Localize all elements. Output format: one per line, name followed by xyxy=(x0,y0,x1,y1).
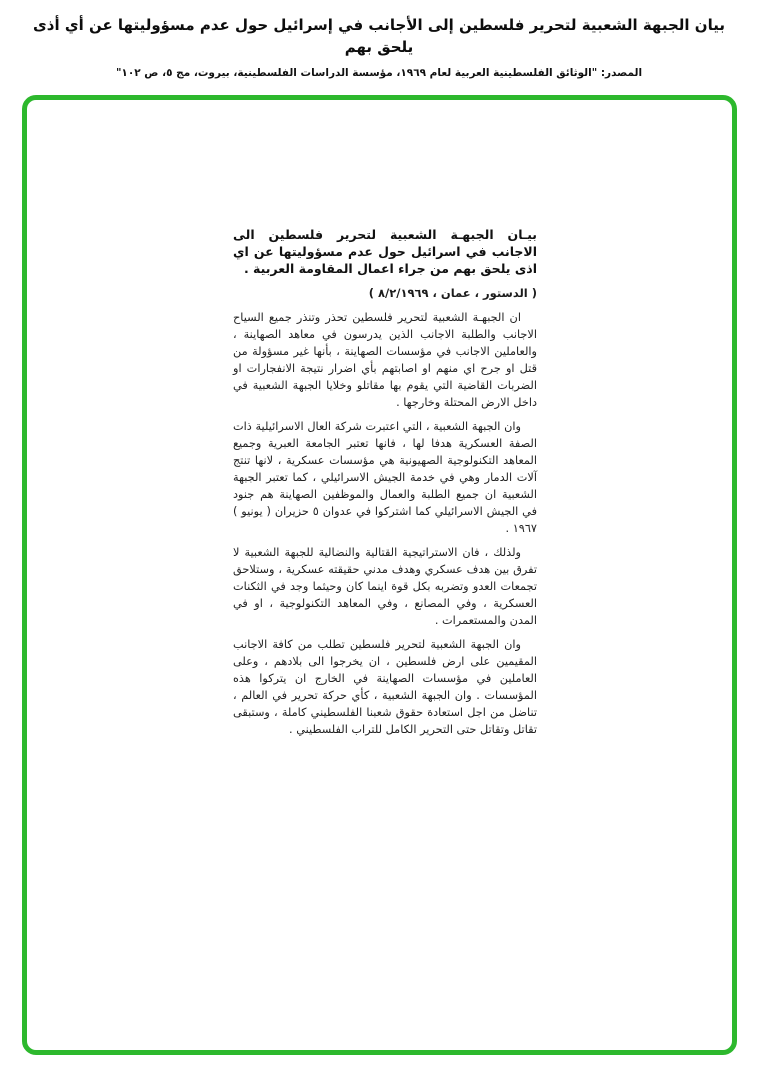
document-frame xyxy=(22,95,737,1055)
document-body xyxy=(233,226,537,738)
page-header xyxy=(0,14,758,79)
document-paragraph: وان الجبهة الشعبية ، التي اعتبرت شركة العال الاسرائيلية ذات الصفة العسكرية هدفا لها ، فانها تعتبر الجامعة العبرية وجميع المعاهد التكنولوجية الصهيونية هي مؤسسات عسكرية ، لانها تنتج آلات الدمار وهي في خدمة الجيش الاسرائيلي ، كما تعتبر الجبهة الشعبية ان جميع الطلبة والعمال والموظفين الصهاينة هم جنود في الجيش الاسرائيلي كما اشتركوا في عدوان ٥ حزيران ( يونيو ) ١٩٦٧ . xyxy=(233,420,538,535)
document-title: بيـان الجبهـة الشعبية لتحرير فلسطين الى الاجانب في اسرائيل حول عدم مسؤوليتها عن اي اذى يلحق بهم من جراء اعمال المقاومة العربية . xyxy=(233,227,537,276)
header-source: المصدر: "الوثائق الفلسطينية العربية لعام ١٩٦٩، مؤسسة الدراسات الفلسطينية، بيروت، مج ٥، ص ١٠٢" xyxy=(115,67,643,79)
header-title: بيان الجبهة الشعبية لتحرير فلسطين إلى الأجانب في إسرائيل حول عدم مسؤوليتها عن أي أذى يلحق بهم xyxy=(33,16,725,56)
document-dateline: ( الدستور ، عمان ، ٨/٢/١٩٦٩ ) xyxy=(368,286,537,300)
document-paragraph: وان الجبهة الشعبية لتحرير فلسطين تطلب من كافة الاجانب المقيمين على ارض فلسطين ، ان يخرجوا الى بلادهم ، وعلى العاملين في مؤسسات الصهاينة في الخارج ان يتركوا هذه المؤسسات . وان الجبهة الشعبية ، كأي حركة تحرير في العالم ، تناضل من اجل استعادة حقوق شعبنا الفلسطيني كاملة ، وستبقى تقاتل وتقاتل حتى التحرير الكامل للتراب الفلسطيني . xyxy=(233,638,537,736)
document-paragraph: ولذلك ، فان الاستراتيجية القتالية والنضالية للجبهة الشعبية لا تفرق بين هدف عسكري وهدف مدني حقيقته عسكرية ، وستلاحق تجمعات العدو وتضربه بكل قوة اينما كان وحيثما وجد في الثكنات العسكرية ، وفي المصانع ، وفي المعاهد التكنولوجية ، او في المدن والمستعمرات . xyxy=(233,546,537,627)
document-paragraph: ان الجبهـة الشعبية لتحرير فلسطين تحذر وتنذر جميع السياح الاجانب والطلبة الاجانب الذين يدرسون في معاهد الصهاينة ، والعاملين الاجانب في مؤسسات الصهاينة ، بأنها غير مسؤولة من قتل او جرح اي منهم او اصابتهم بأي اضرار نتيجة الانفجارات او الضربات القاضية التي يقوم بها مقاتلو وخلايا الجبهة الشعبية في داخل الارض المحتلة وخارجها . xyxy=(233,311,537,409)
